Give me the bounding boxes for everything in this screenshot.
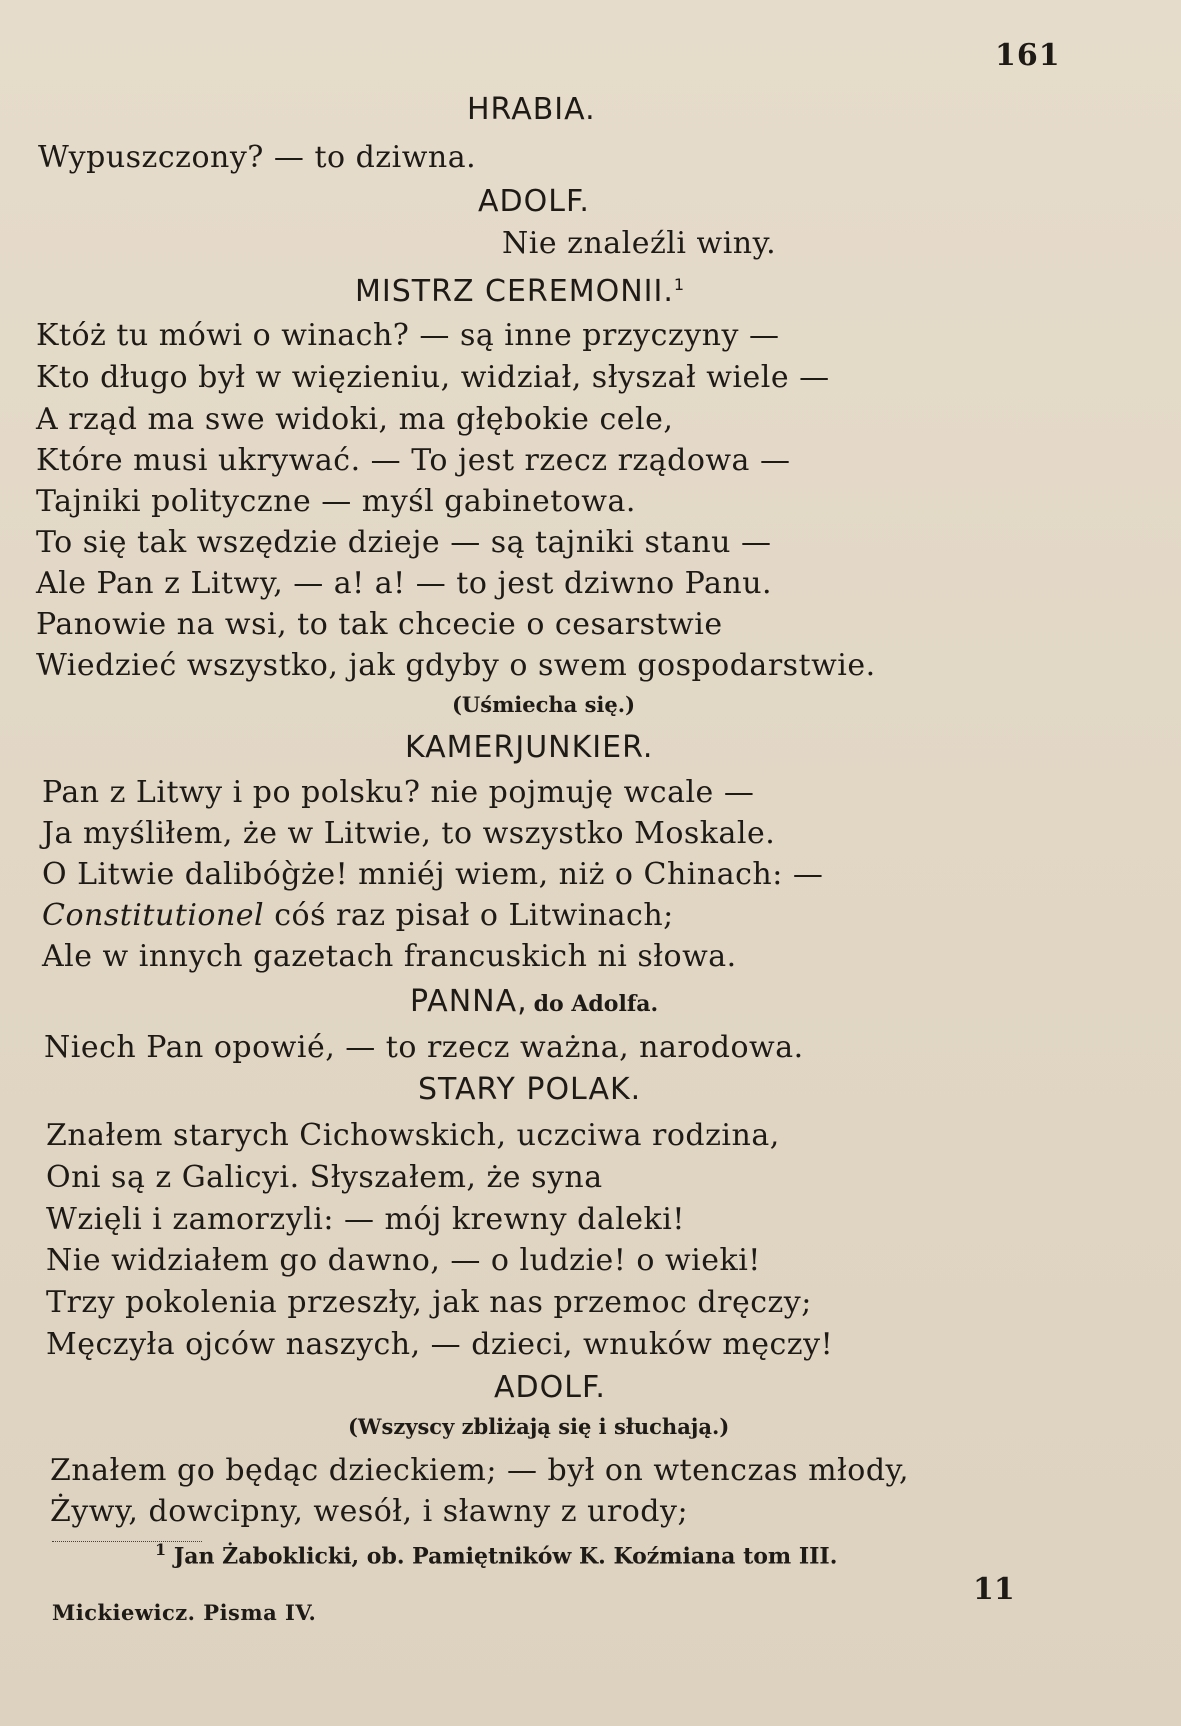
verse-line: Żywy, dowcipny, wesół, i sławny z urody;: [50, 1494, 689, 1529]
verse-line: Nie widziałem go dawno, — o ludzie! o wieki!: [46, 1243, 761, 1278]
verse-line: Tajniki polityczne — myśl gabinetowa.: [36, 484, 636, 519]
verse-line: Oni są z Galicyi. Słyszałem, że syna: [46, 1160, 603, 1195]
speaker-panna: [410, 984, 658, 1019]
verse-line: Znałem go będąc dzieckiem; — był on wtenczas młody,: [50, 1453, 910, 1488]
verse-line: Pan z Litwy i po polsku? nie pojmuję wcale —: [42, 775, 755, 810]
verse-line: Które musi ukrywać. — To jest rzecz rządowa —: [36, 443, 791, 478]
speaker-note: do Adolfa.: [533, 991, 659, 1017]
speaker-mistrz-ceremonii: [355, 274, 685, 309]
italic-title: Constitutionel: [42, 898, 265, 933]
verse-line: Ja myśliłem, że w Litwie, to wszystko Moskale.: [42, 816, 776, 851]
speaker-adolf: ADOLF.: [494, 1370, 606, 1405]
speaker-adolf: ADOLF.: [478, 184, 590, 219]
speaker-kamerjunkier: KAMERJUNKIER.: [405, 730, 654, 765]
verse-text: cóś raz pisał o Litwinach;: [274, 898, 674, 933]
verse-line: Nie znaleźli winy.: [502, 226, 777, 261]
verse-line: Męczyła ojców naszych, — dzieci, wnuków męczy!: [46, 1327, 834, 1362]
verse-line: Któż tu mówi o winach? — są inne przyczyny —: [36, 318, 780, 353]
verse-line: Kto długo był w więzieniu, widział, słyszał wiele —: [36, 360, 830, 395]
sheet-mark: 11: [973, 1572, 1015, 1607]
footnote-text: Jan Żaboklicki, ob. Pamiętników K. Koźmiana tom III.: [173, 1543, 838, 1570]
verse-line: A rząd ma swe widoki, ma głębokie cele,: [36, 402, 674, 437]
verse-line: Ale Pan z Litwy, — a! a! — to jest dziwno Panu.: [36, 566, 773, 601]
speaker-label: MISTRZ CEREMONII.: [355, 274, 674, 309]
footnote-mark: 1: [673, 275, 686, 294]
page-number: 161: [995, 38, 1061, 73]
verse-line: O Litwie dalibóg̀że! mniéj wiem, niż o Chinach: —: [42, 857, 824, 892]
signature-line: Mickiewicz. Pisma IV.: [52, 1600, 317, 1625]
verse-line: Wiedzieć wszystko, jak gdyby o swem gospodarstwie.: [36, 648, 876, 683]
verse-line: [42, 898, 674, 933]
verse-line: Znałem starych Cichowskich, uczciwa rodzina,: [46, 1118, 780, 1153]
footnote-mark: 1: [155, 1540, 167, 1559]
stage-direction: (Uśmiecha się.): [452, 692, 636, 717]
verse-line: Wzięli i zamorzyli: — mój krewny daleki!: [46, 1202, 685, 1237]
speaker-label: PANNA,: [410, 984, 528, 1019]
verse-line: Trzy pokolenia przeszły, jak nas przemoc dręczy;: [46, 1285, 812, 1320]
verse-line: Wypuszczony? — to dziwna.: [38, 140, 477, 175]
verse-line: Ale w innych gazetach francuskich ni słowa.: [42, 939, 737, 974]
verse-line: Panowie na wsi, to tak chcecie o cesarstwie: [36, 607, 723, 642]
speaker-stary-polak: STARY POLAK.: [418, 1072, 642, 1107]
verse-line: To się tak wszędzie dzieje — są tajniki stanu —: [36, 525, 772, 560]
footnote: [155, 1540, 837, 1569]
stage-direction: (Wszyscy zbliżają się i słuchają.): [348, 1414, 730, 1439]
speaker-hrabia: HRABIA.: [467, 92, 596, 127]
verse-line: Niech Pan opowié, — to rzecz ważna, narodowa.: [44, 1030, 804, 1065]
